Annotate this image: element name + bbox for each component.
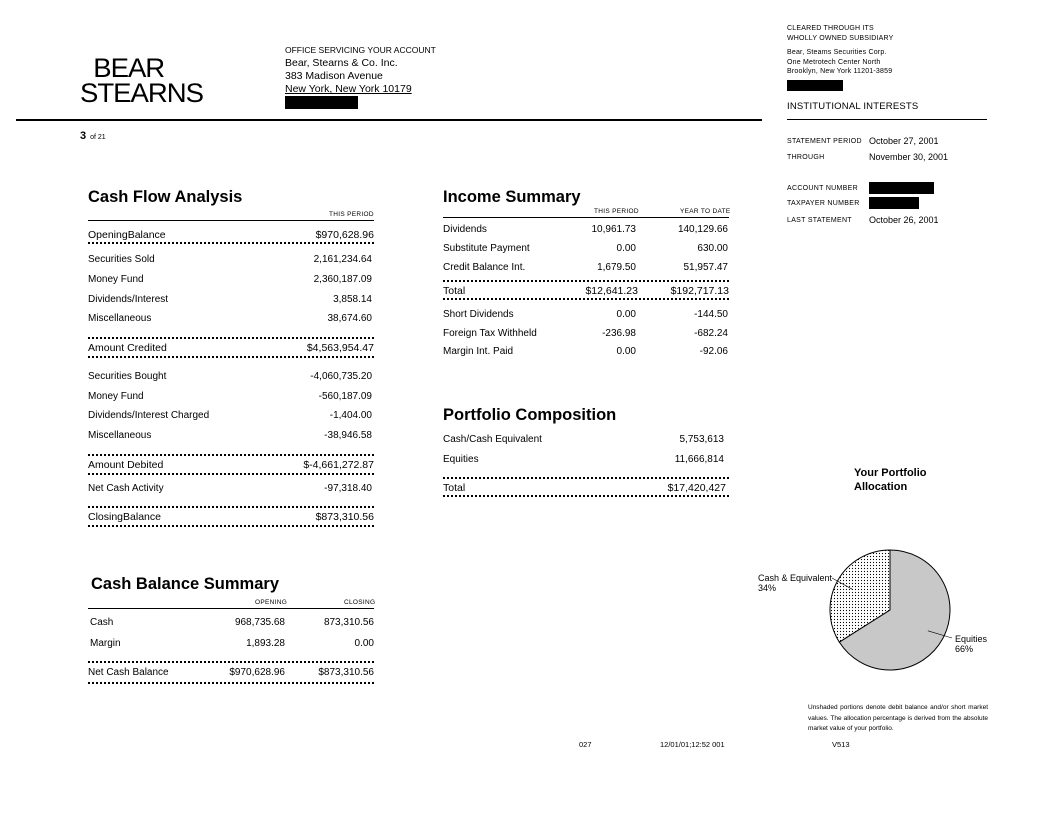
row-value: $17,420,427	[667, 482, 726, 494]
dotted-divider	[88, 661, 374, 663]
income-summary-title: Income Summary	[443, 188, 581, 206]
redaction-bar	[285, 96, 358, 109]
through-value: November 30, 2001	[869, 152, 949, 162]
dotted-divider	[88, 454, 374, 456]
page-number: 3	[80, 130, 87, 142]
row-value-ytd: 630.00	[697, 243, 728, 254]
row-label: Equities	[443, 454, 479, 465]
row-label: Total	[443, 482, 466, 494]
bear-stearns-logo	[80, 53, 203, 108]
row-label: Credit Balance Int.	[443, 262, 526, 273]
row-value: $970,628.96	[315, 229, 374, 241]
page-total: of 21	[90, 134, 106, 141]
dotted-divider	[443, 477, 729, 479]
row-value-ytd: 140,129.66	[677, 224, 728, 235]
row-value-ytd: -682.24	[694, 328, 728, 339]
row-value-period: 0.00	[616, 309, 636, 320]
account-number-label: ACCOUNT NUMBER	[787, 185, 858, 192]
last-statement-label: LAST STATEMENT	[787, 217, 852, 224]
allocation-title-line-1: Your Portfolio	[854, 467, 927, 479]
footer-timestamp: 12/01/01;12:52 001	[660, 740, 725, 749]
account-number-redaction	[869, 182, 934, 194]
row-value: 2,360,187.09	[313, 274, 372, 285]
portfolio-composition-title: Portfolio Composition	[443, 406, 617, 424]
row-label: Miscellaneous	[88, 313, 152, 324]
clearing-name: Bear, Steams Securities Corp.	[787, 49, 887, 56]
row-label: Money Fund	[88, 391, 144, 402]
right-header-rule	[787, 119, 987, 120]
row-label: Cash/Cash Equivalent	[443, 434, 542, 445]
row-value: $-4,661,272.87	[303, 459, 374, 471]
row-label: OpeningBalance	[88, 229, 166, 241]
row-label: Dividends/Interest	[88, 294, 169, 305]
income-col-this-period: THIS PERIOD	[594, 208, 639, 215]
through-label: THROUGH	[787, 154, 825, 161]
row-value-period: 0.00	[616, 346, 636, 357]
row-label: Net Cash Activity	[88, 483, 164, 494]
taxpayer-number-label: TAXPAYER NUMBER	[787, 200, 860, 207]
row-label: Securities Sold	[88, 254, 155, 265]
dotted-divider	[88, 682, 374, 684]
row-label: Net Cash Balance	[88, 667, 169, 678]
pie-slice-percent: 66%	[955, 644, 974, 654]
clearing-line-1: CLEARED THROUGH ITS	[787, 25, 874, 32]
row-value-period: -236.98	[602, 328, 636, 339]
footer-code-2: V513	[832, 740, 850, 749]
row-value-closing: 873,310.56	[323, 617, 374, 628]
pie-slice-label: Cash & Equivalent	[758, 573, 833, 583]
header-rule	[16, 119, 762, 121]
taxpayer-number-redaction	[869, 197, 919, 209]
row-value: -97,318.40	[324, 483, 372, 494]
clearing-addr-1: One Metrotech Center North	[787, 58, 881, 66]
row-value-ytd: 51,957.47	[683, 262, 728, 273]
row-value: $4,563,954.47	[306, 342, 374, 354]
clearing-block	[787, 24, 894, 94]
row-value: 38,674.60	[327, 313, 372, 324]
redaction-bar	[787, 80, 843, 91]
cash-flow-col-header: THIS PERIOD	[329, 211, 374, 218]
clearing-line-2: WHOLLY OWNED SUBSIDIARY	[787, 34, 894, 42]
clearing-addr-2: Brooklyn, New York 11201-3859	[787, 68, 893, 75]
dotted-divider	[443, 495, 729, 497]
allocation-pie-chart	[740, 540, 1000, 685]
allocation-note: Unshaded portions denote debit balance and/or short market values. The allocation percentage is derived from the absolute market value of your portfolio.	[808, 704, 988, 732]
row-label: Amount Debited	[88, 459, 164, 471]
row-value: 3,858.14	[333, 294, 372, 305]
page-indicator	[80, 130, 106, 142]
dotted-divider	[88, 356, 374, 358]
row-value-ytd: $192,717.13	[670, 285, 729, 297]
row-value-period: 1,679.50	[597, 262, 636, 273]
dotted-divider	[88, 525, 374, 527]
divider	[443, 217, 729, 218]
row-value-period: 0.00	[616, 243, 636, 254]
row-value-opening: 1,893.28	[246, 638, 285, 649]
row-value: -1,404.00	[329, 410, 372, 421]
row-value-period: 10,961.73	[591, 224, 636, 235]
divider	[88, 220, 374, 221]
statement-period-value: October 27, 2001	[869, 136, 939, 146]
row-value-period: $12,641.23	[585, 285, 638, 297]
row-label: Dividends	[443, 224, 487, 235]
dotted-divider	[443, 298, 729, 300]
row-value-closing: $873,310.56	[318, 667, 374, 678]
statement-period-label: STATEMENT PERIOD	[787, 138, 862, 145]
row-label: Cash	[90, 617, 114, 628]
pie-slice-percent: 34%	[758, 583, 777, 593]
cash-flow-title: Cash Flow Analysis	[88, 188, 243, 206]
row-label: Foreign Tax Withheld	[443, 328, 537, 339]
office-heading: OFFICE SERVICING YOUR ACCOUNT	[285, 45, 436, 55]
footer-code-1: 027	[579, 740, 592, 749]
logo-line-2: STEARNS	[80, 78, 203, 108]
row-label: Dividends/Interest Charged	[88, 410, 210, 421]
cash-balance-title: Cash Balance Summary	[91, 575, 280, 593]
office-name: Bear, Stearns & Co. Inc.	[285, 57, 398, 69]
row-label: Substitute Payment	[443, 243, 530, 254]
row-value: $873,310.56	[315, 511, 374, 523]
dotted-divider	[443, 280, 729, 282]
row-value-closing: 0.00	[354, 638, 374, 649]
row-value: 11,666,814	[674, 454, 724, 465]
row-value-ytd: -92.06	[699, 346, 728, 357]
row-value: -4,060,735.20	[310, 371, 372, 382]
dotted-divider	[88, 506, 374, 508]
office-address-block	[285, 44, 436, 113]
row-value: 5,753,613	[679, 434, 724, 445]
office-street: 383 Madison Avenue	[285, 70, 383, 82]
row-value-ytd: -144.50	[694, 309, 728, 320]
dotted-divider	[88, 242, 374, 244]
row-value-opening: 968,735.68	[234, 617, 285, 628]
logo-line-1: BEAR	[93, 53, 165, 83]
row-value: -38,946.58	[324, 430, 372, 441]
cash-balance-col-closing: CLOSING	[344, 599, 376, 606]
cash-balance-col-opening: OPENING	[255, 599, 288, 606]
row-label: Money Fund	[88, 274, 144, 285]
pie-slice-label: Equities	[955, 634, 988, 644]
last-statement-value: October 26, 2001	[869, 215, 939, 225]
row-label: Total	[443, 285, 466, 297]
row-label: Amount Credited	[88, 342, 167, 354]
row-label: Securities Bought	[88, 371, 167, 382]
row-label: Short Dividends	[443, 309, 514, 320]
dotted-divider	[88, 473, 374, 475]
row-value: 2,161,234.64	[313, 254, 372, 265]
row-label: Margin	[90, 638, 121, 649]
row-label: Margin Int. Paid	[443, 346, 514, 357]
institutional-interests: INSTITUTIONAL INTERESTS	[787, 101, 919, 112]
dotted-divider	[88, 337, 374, 339]
divider	[88, 608, 374, 609]
office-city: New York, New York 10179	[285, 83, 412, 95]
row-value: -560,187.09	[318, 391, 372, 402]
income-col-ytd: YEAR TO DATE	[680, 208, 731, 215]
allocation-title-line-2: Allocation	[854, 481, 908, 493]
row-value-opening: $970,628.96	[229, 667, 285, 678]
allocation-title	[854, 466, 927, 494]
row-label: ClosingBalance	[88, 511, 161, 523]
row-label: Miscellaneous	[88, 430, 152, 441]
